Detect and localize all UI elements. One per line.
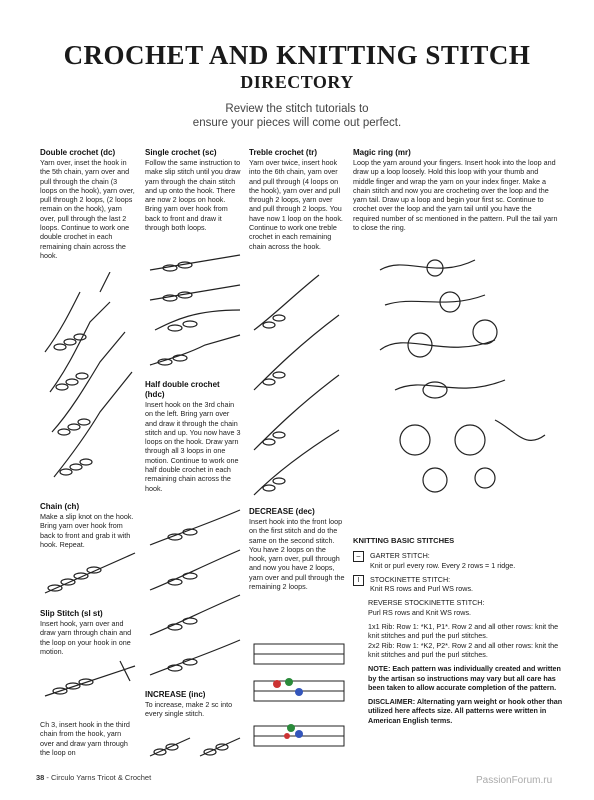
watermark: PassionForum.ru [476,775,553,786]
intro-line-2: ensure your pieces will come out perfect. [192,117,402,129]
dec-section [249,507,345,591]
dec-title: DECREASE (dec) [249,507,315,516]
ch-illustration [40,548,140,598]
hdc-text: Insert hook on the 3rd chain on the left. Bring yarn over and draw it through the chain stitch and up. You now have 3 loops on the hook. Draw yarn through all 3 loops in one motion. Continue to work one half double crochet in each remaining chain across the hook. [145,400,241,493]
page-title: CROCHET AND KNITTING STITCH [63,40,531,70]
reverse-stockinette-text: Purl RS rows and Knit WS rows. [368,607,472,617]
stockinette-title: STOCKINETTE STITCH: [370,574,451,584]
dc-section [40,148,136,260]
stockinette-row [353,575,563,594]
garter-row [353,551,563,570]
inc-title: INCREASE (inc) [145,690,206,699]
mr-title: Magic ring (mr) [353,148,411,157]
inc-illustration [145,728,245,760]
hdc-title: Half double crochet (hdc) [145,380,220,399]
note-text: NOTE: Each pattern was individually created and written by the artisan so instructions may vary but all care has been taken to allow accurate completion of the pattern. [368,664,561,692]
ch3-text: Ch 3, insert hook in the third chain from the hook, yarn over and draw yarn through the loop on [40,720,130,757]
mr-section [353,148,559,232]
knitting-heading: KNITTING BASIC STITCHES [353,536,455,545]
ch-section [40,502,136,549]
intro-text [0,102,594,130]
garter-title: GARTER STITCH: [370,551,430,561]
inc-section [145,690,241,719]
intro-line-1: Review the stitch tutorials to [225,103,369,115]
tr-section [249,148,345,251]
mr-text: Loop the yarn around your fingers. Insert hook into the loop and draw up a loop loosely. Hold this loop with your thumb and middle finger and wrap the yarn on your index finger. Make a chain stitch and now you are crocheting over the loop and the yarn tail. Draw up a loop and begin your first sc. Continue to crochet over the loop and the yarn tail until you have the required number of sc mentioned in the pattern. Pull the tail yarn to close the ring. [353,158,558,233]
rib-1x1: 1x1 Rib: Row 1: *K1, P1*. Row 2 and all other rows: knit the knit stitches and purl the purl stitches. [368,622,559,641]
hdc-illustration [145,505,245,680]
page-number: 38 [36,773,45,782]
ch-title: Chain (ch) [40,502,80,511]
sc-section [145,148,241,232]
garter-symbol: – [353,551,364,562]
garter-text: Knit or purl every row. Every 2 rows = 1 ridge. [370,560,516,570]
dc-text: Yarn over, inset the hook in the 5th chain, yarn over and pull through the chain (3 loops on the hook), yarn over, pull through 2 loops, (2 loops remain on the hook), yarn over, pull through the last 2 loops. Continue to work one double crochet in each remaining chain across the hook. [40,158,135,260]
slst-text: Insert hook, yarn over and draw yarn through chain and the loop on your hook in one motion. [40,619,132,656]
disclaimer-text: DISCLAIMER: Alternating yarn weight or hook other than utilized here affects size. All patterns were written in American English terms. [368,697,563,725]
tr-text: Yarn over twice, insert hook into the 6th chain, yarn over and pull through (4 loops on the hook), yarn over and pull through 2 loops, yarn over and pull through 2 loops. You have now 1 loop on the hook. Continue to work one treble crochet in each remaining chain across the hook. [249,158,343,251]
footer-separator: - [44,773,52,782]
ch3-section [40,720,136,757]
dc-illustration [40,272,140,492]
hdc-section [145,380,241,493]
stockinette-symbol: I [353,575,364,586]
tr-title: Treble crochet (tr) [249,148,318,157]
dc-title: Double crochet (dc) [40,148,116,157]
slst-title: Slip Stitch (sl st) [40,609,103,618]
slst-section [40,609,136,656]
knitting-section [353,536,563,725]
dec-illustration [249,636,349,764]
page-subtitle: DIRECTORY [240,72,354,92]
inc-text: To increase, make 2 sc into every single stitch. [145,700,233,719]
rib-2x2: 2x2 Rib: Row 1: *K2, P2*. Row 2 and all other rows: knit the knit stitches and purl the purl stitches. [368,640,559,659]
ch-text: Make a slip knot on the hook. Bring yarn over hook from back to front and grab it with hook. Repeat. [40,512,134,549]
stockinette-text: Knit RS rows and Purl WS rows. [370,584,474,594]
page-footer [36,773,151,782]
footer-publication: Circulo Yarns Tricot & Crochet [51,773,152,782]
mr-illustration [375,250,555,500]
sc-illustration [145,250,245,375]
sc-text: Follow the same instruction to make slip stitch until you draw yarn through the chain stitch and up onto the hook. There are now 2 loops on hook. Bring yarn over hook from back to front and draw it through both loops. [145,158,241,233]
tr-illustration [249,270,349,500]
sc-title: Single crochet (sc) [145,148,217,157]
slst-illustration [40,656,140,704]
dec-text: Insert hook into the front loop on the first stitch and do the same on the second stitch. You have 2 loops on the hook, yarn over, pull through and now you have 2 loops, yarn over and pull through the remaining 2 loops. [249,517,345,592]
reverse-stockinette-title: REVERSE STOCKINETTE STITCH: [368,598,485,608]
